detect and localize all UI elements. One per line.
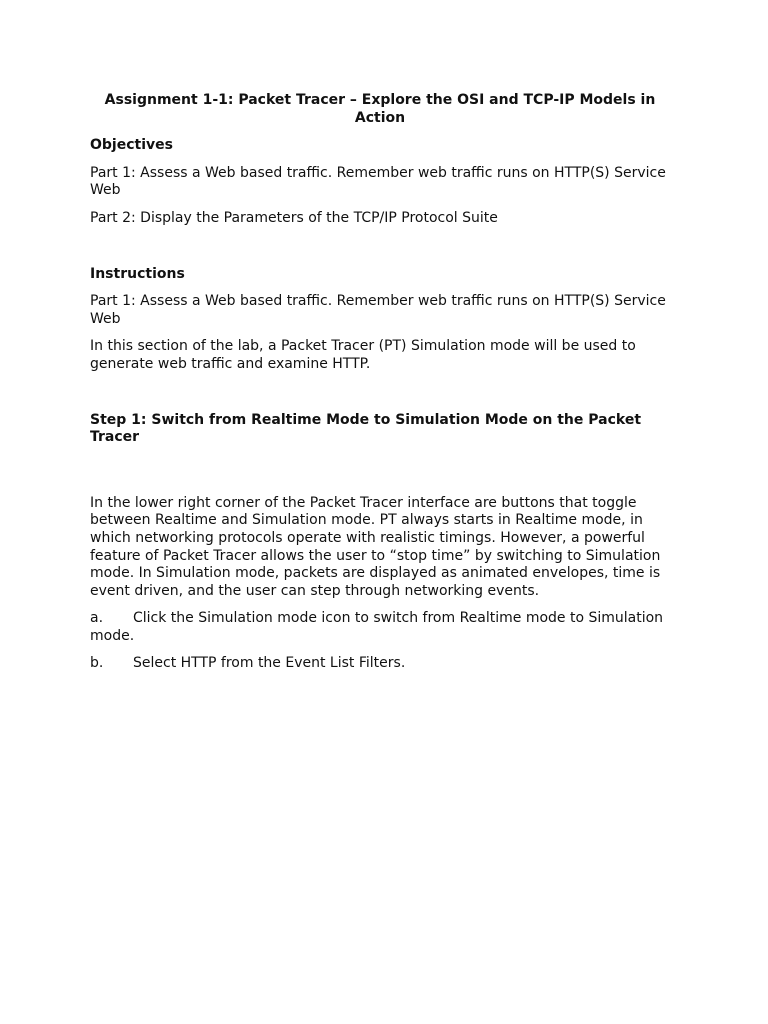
step-1-item-b bbox=[90, 655, 670, 673]
objectives-heading: Objectives bbox=[90, 137, 173, 154]
list-item-text: Click the Simulation mode icon to switch from Realtime mode to Simulation mode. bbox=[90, 610, 664, 644]
instructions-part-1: Part 1: Assess a Web based traffic. Remember web traffic runs on HTTP(S) Service Web bbox=[90, 293, 666, 327]
objective-part-1: Part 1: Assess a Web based traffic. Remember web traffic runs on HTTP(S) Service Web bbox=[90, 164, 666, 199]
list-marker: b. bbox=[90, 655, 104, 672]
step-1-item-a bbox=[90, 610, 670, 645]
instructions-intro: In this section of the lab, a Packet Tracer (PT) Simulation mode will be used to generate web traffic and examine HTTP. bbox=[90, 338, 636, 372]
list-marker: a. bbox=[90, 610, 104, 627]
objective-part-2: Part 2: Display the Parameters of the TCP/IP Protocol Suite bbox=[90, 209, 498, 226]
spacer bbox=[90, 238, 670, 266]
spacer bbox=[90, 384, 670, 412]
step-1-heading: Step 1: Switch from Realtime Mode to Simulation Mode on the Packet Tracer bbox=[90, 411, 642, 446]
spacer bbox=[90, 457, 670, 495]
step-1-body: In the lower right corner of the Packet Tracer interface are buttons that toggle between Realtime and Simulation mode. PT always starts in Realtime mode, in which networking protocols operate with realistic timings. However, a powerful feature of Packet Tracer allows the user to “stop time” by switching to Simulation mode. In Simulation mode, packets are displayed as animated envelopes, time is event driven, and the user can step through networking events. bbox=[90, 494, 661, 599]
list-item-text: Select HTTP from the Event List Filters. bbox=[133, 655, 406, 672]
instructions-heading: Instructions bbox=[90, 265, 185, 282]
document-title: Assignment 1-1: Packet Tracer – Explore the OSI and TCP-IP Models in Action bbox=[104, 92, 656, 126]
document-page bbox=[90, 92, 670, 683]
